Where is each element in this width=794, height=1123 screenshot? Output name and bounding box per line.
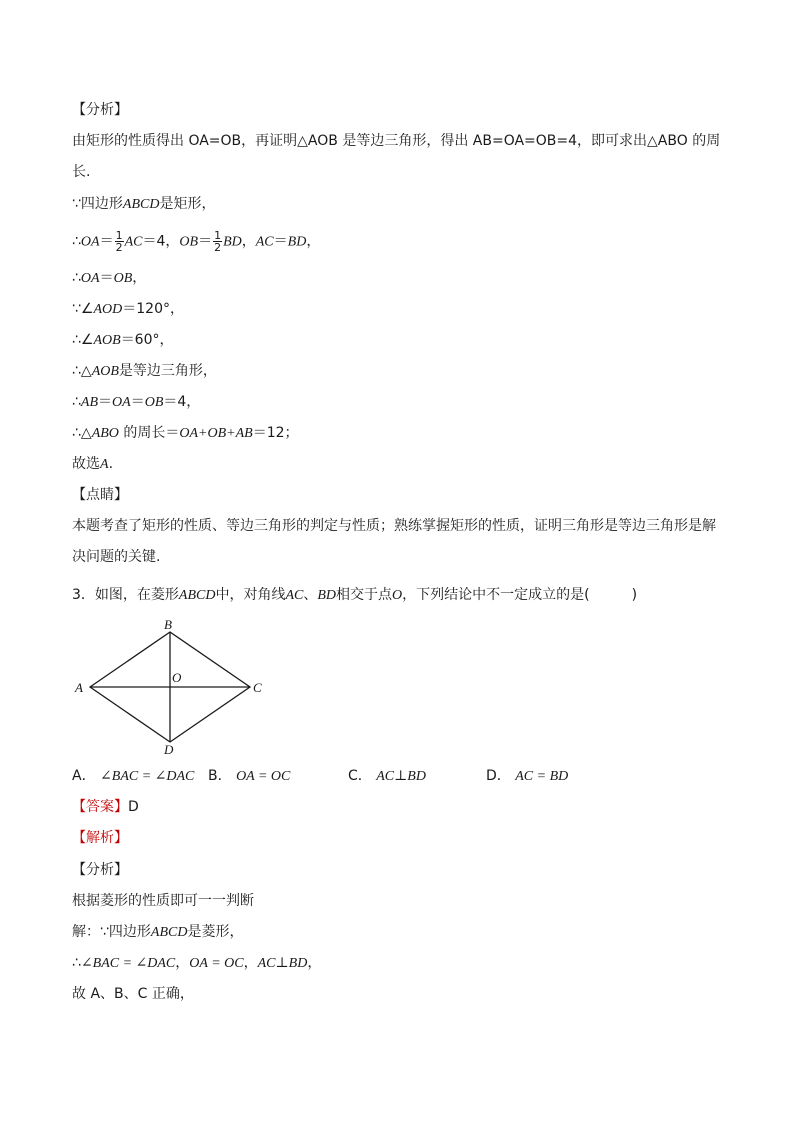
analysis2-text: 根据菱形的性质即可一一判断 [72,893,254,909]
solution-line-9 [72,454,113,475]
solution-line-1 [72,194,215,215]
text: ∴ [72,955,81,971]
text: ， [243,955,258,971]
text: ∴△ [72,425,92,441]
option-c [348,766,426,787]
option-b-label: B． [208,768,232,784]
solution-line-3 [72,268,146,289]
option-a-label: A． [72,768,96,784]
text: ＝ [99,233,114,250]
text: ＝4， [163,394,201,410]
solution2-line-1 [72,922,243,943]
math: ABO [91,426,119,441]
text: 是等边三角形， [118,363,217,379]
center-label-o: O [172,670,182,685]
math: BD [317,588,337,603]
text: 故选 [72,456,100,472]
option-d-math: AC = BD [515,769,569,784]
math: OA = OC [189,956,244,971]
text: ＝4， [142,233,180,250]
math: A [100,457,109,472]
text: ， [241,233,256,250]
math: AC⊥BD [257,956,308,971]
math: AOB [93,333,121,348]
solution-line-6 [72,361,217,382]
math: AC [285,588,304,603]
numerator: 1 [214,229,222,242]
text: 的周长＝ [118,425,180,441]
numerator: 1 [115,229,123,242]
text: ∴ [72,233,81,250]
option-b-math: OA = OC [236,769,291,784]
text: ∵四边形 [72,196,123,212]
comment-text-line2: 决问题的关键. [72,549,161,565]
math: AC [255,234,274,250]
text: 解：∵四边形 [72,924,151,940]
text: ＝ [198,233,213,250]
vertex-label-c: C [253,680,262,695]
text: ∴ [72,270,81,286]
text: ，下列结论中不一定成立的是( ) [402,587,638,603]
math: ABCD [150,925,188,940]
text: ∵∠ [72,301,94,317]
solution-line-4 [72,299,184,320]
option-d-label: D． [486,768,511,784]
math: BD [287,234,307,250]
question-3 [72,585,637,606]
text: ， [175,955,190,971]
math: OB [113,271,133,286]
text: ＝ [99,270,114,286]
option-d [486,766,568,787]
answer-value: D [128,799,139,815]
math: OA [80,234,100,250]
math: AOD [93,302,123,317]
vertex-label-a: A [75,680,83,695]
math: BD [223,234,242,250]
comment-text-line1: 本题考查了矩形的性质、等边三角形的判定与性质；熟练掌握矩形的性质，证明三角形是等边三角形是解 [72,518,716,534]
text: ， [307,955,322,971]
math: ABCD [122,197,160,212]
option-a [72,768,194,784]
text: 是菱形， [187,924,244,940]
math: OA [179,426,199,441]
text: ∴ [72,394,81,410]
text: 中，对角线 [215,587,286,603]
analysis-text-line2: 长. [72,164,91,180]
text: ＝60°， [120,332,174,348]
solution-line-7 [72,392,200,413]
math: + [226,426,236,441]
option-c-math: AC⊥BD [376,769,426,784]
math: AB [80,395,99,410]
vertex-label-b: B [164,617,172,632]
math: OB [179,234,199,250]
text: . [108,456,114,472]
math: AC [124,234,143,250]
math: ABCD [178,588,216,603]
text: ＝ [130,394,145,410]
option-a-math: ∠BAC = ∠DAC [100,769,195,784]
math: OA [80,271,100,286]
math: O [392,588,403,603]
solution2-line-3: 故 A、B、C 正确， [72,986,194,1002]
text: ＝120°， [122,301,184,317]
text: ， [306,233,321,250]
text: 相交于点 [336,587,393,603]
text: 是矩形， [159,196,216,212]
math: ∠BAC = ∠DAC [80,956,176,971]
analysis-text-line1: 由矩形的性质得出 OA=OB，再证明△AOB 是等边三角形，得出 AB=OA=OB=4，即可求出△ABO 的周 [72,133,721,149]
fraction-half [115,230,124,253]
answer-line [72,797,139,817]
text: ＝ [273,233,288,250]
solution2-line-2 [72,953,321,974]
explanation-label: 【解析】 [72,830,128,846]
analysis-heading: 【分析】 [72,102,128,118]
math: AB [235,426,253,441]
vertex-label-d: D [164,742,174,757]
solution-line-8 [72,423,299,444]
options-row [72,766,194,787]
math: + [198,426,208,441]
analysis2-heading: 【分析】 [72,862,128,878]
text: 3．如图，在菱形 [72,587,179,603]
option-b [208,766,290,787]
text: ＝12； [252,425,299,441]
rhombus-figure [60,610,280,765]
denominator: 2 [214,241,222,254]
solution-line-2 [72,230,320,253]
fraction-half [213,230,222,253]
math: OA [112,395,131,410]
comment-heading: 【点睛】 [72,487,128,503]
text: ∴△ [72,363,92,379]
solution-line-5 [72,330,174,351]
math: OB [207,426,227,441]
math: AOB [91,364,119,379]
text: 、 [303,587,318,603]
denominator: 2 [115,241,123,254]
option-c-label: C． [348,768,372,784]
answer-label: 【答案】 [72,799,128,815]
text: ＝ [98,394,113,410]
math: OB [144,395,164,410]
text: ∴∠ [72,332,94,348]
text: ， [132,270,147,286]
